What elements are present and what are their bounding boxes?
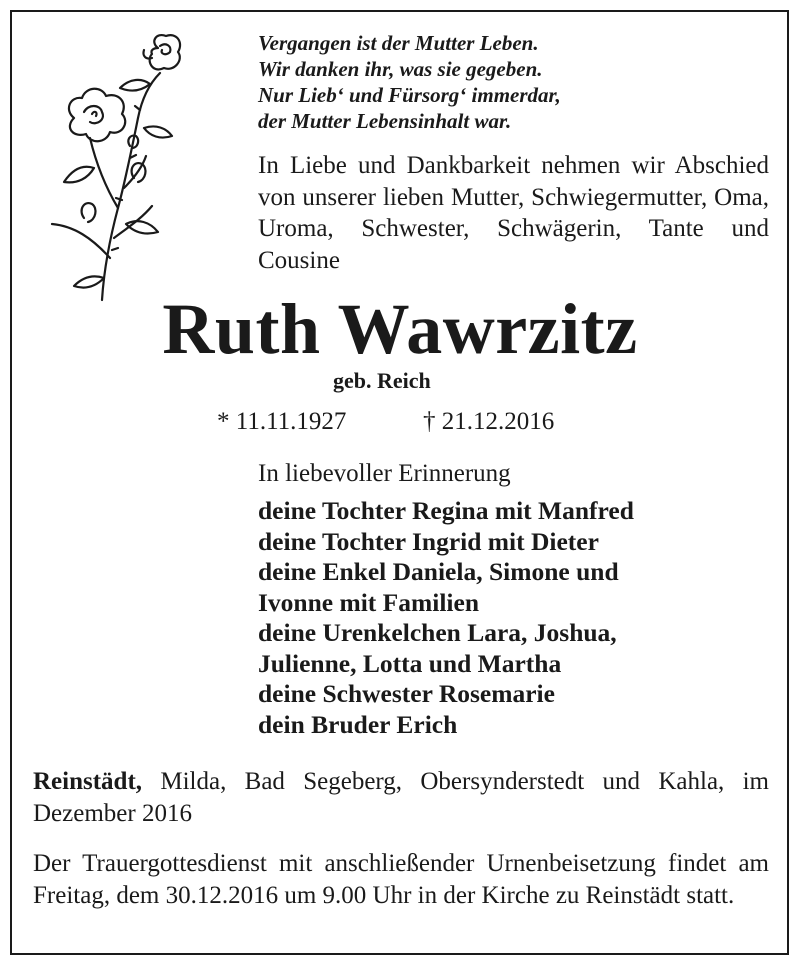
funeral-service-info: Der Trauergottesdienst mit anschließender Urnenbeisetzung findet am Freitag, dem 30.12.2016 um 9.00 Uhr in der Kirche zu Reinstädt statt. (33, 850, 769, 909)
birth-date: * 11.11.1927 (217, 408, 347, 435)
rose-illustration-icon (34, 28, 194, 303)
poem-line: Vergangen ist der Mutter Leben. (258, 31, 539, 55)
mourner-line: Ivonne mit Familien (258, 587, 479, 617)
other-places: Milda, Bad Segeberg, Obersynderstedt und Kahla, im Dezember 2016 (33, 768, 769, 827)
mourner-line: deine Tochter Regina mit Manfred (258, 496, 634, 525)
poem-line: Wir danken ihr, was sie gegeben. (258, 57, 543, 81)
mourners-list (258, 496, 634, 740)
places-and-date (33, 766, 769, 830)
death-date: † 21.12.2016 (423, 408, 555, 435)
life-dates (217, 406, 597, 438)
birth-name: geb. Reich (333, 368, 431, 393)
mourner-line: Julienne, Lotta und Martha (258, 648, 562, 678)
poem-line: der Mutter Lebensinhalt war. (258, 109, 512, 133)
mourner-line: deine Schwester Rosemarie (258, 679, 555, 708)
mourner-line: deine Urenkelchen Lara, Joshua, (258, 618, 617, 647)
farewell-intro: In Liebe und Dankbarkeit nehmen wir Abschied von unserer lieben Mutter, Schwiegermutter, Oma, Uroma, Schwester, Schwägerin, Tante und Cousine (258, 152, 769, 274)
mourner-line: deine Tochter Ingrid mit Dieter (258, 526, 599, 556)
mourner-line: dein Bruder Erich (258, 709, 458, 739)
main-place: Reinstädt, (33, 768, 143, 795)
memorial-poem (258, 30, 561, 134)
deceased-name: Ruth Wawrzitz (162, 289, 638, 369)
poem-line: Nur Lieb‘ und Fürsorg‘ immerdar, (258, 83, 561, 107)
memory-label: In liebevoller Erinnerung (258, 460, 511, 487)
mourner-line: deine Enkel Daniela, Simone und (258, 557, 619, 586)
